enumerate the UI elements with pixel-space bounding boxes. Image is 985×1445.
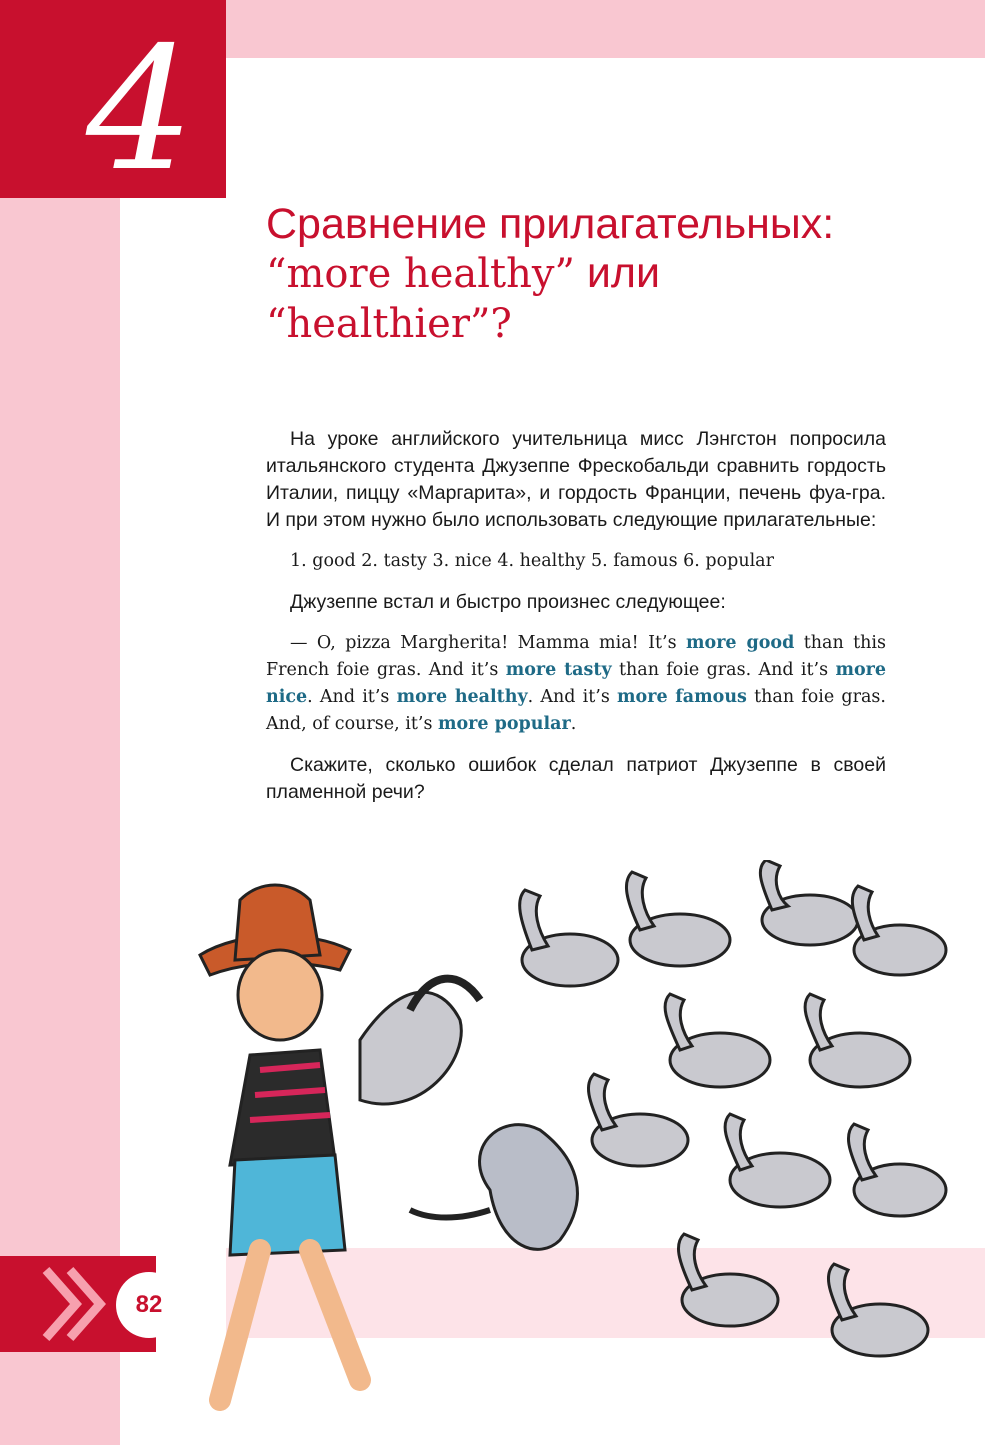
speech-text: — O, pizza Margherita! Mamma mia! It’s	[290, 633, 687, 653]
adjective-list: 1. good 2. tasty 3. nice 4. healthy 5. famous 6. popular	[290, 551, 774, 571]
flying-goose	[410, 1125, 577, 1250]
paragraph-giuseppe: Джузеппе встал и быстро произнес следующее:	[290, 591, 726, 613]
speech-text: . And it’s	[307, 687, 397, 707]
goose-flock	[520, 860, 946, 1356]
highlight-more-nice: more nice	[266, 660, 886, 707]
title-line-2-english: “more healthy”	[266, 251, 575, 297]
speech-text: than this French foie gras. And it’s	[266, 633, 887, 680]
left-pink-margin	[0, 0, 120, 1445]
man-with-goose-and-flock-illustration	[160, 860, 975, 1445]
paragraph-intro: На уроке английского учительница мисс Лэнгстон попросила итальянского студента Джузеппе Фрескобальди сравнить гордость Италии, пиццу «Маргарита», и гордость Франции, печень фуа-гра. И при этом нужно было использовать следующие прилагательные:	[266, 428, 886, 531]
title-line-1: Сравнение прилагательных:	[266, 200, 835, 248]
speech-text: .	[570, 714, 577, 734]
highlight-more-popular: more popular	[437, 714, 571, 734]
highlight-more-famous: more famous	[617, 687, 747, 707]
highlight-more-tasty: more tasty	[505, 660, 612, 680]
highlight-more-good: more good	[686, 633, 795, 653]
chapter-number: 4	[86, 11, 195, 209]
speech-text: . And it’s	[527, 687, 618, 707]
body-text	[266, 426, 886, 820]
title-line-3-english: “healthier”?	[266, 301, 512, 347]
chevron-right-icon	[40, 1262, 110, 1346]
paragraph-question: Скажите, сколько ошибок сделал патриот Джузеппе в своей пламенной речи?	[266, 754, 886, 803]
speech-text: than foie gras. And, of course, it’s	[266, 687, 886, 734]
speech-paragraph	[266, 630, 886, 738]
chapter-title	[266, 200, 926, 349]
title-line-2-russian: или	[574, 249, 661, 297]
man-figure	[200, 885, 480, 1400]
highlight-more-healthy: more healthy	[396, 687, 528, 707]
page-number: 82	[116, 1272, 182, 1338]
speech-text: than foie gras. And it’s	[611, 660, 836, 680]
